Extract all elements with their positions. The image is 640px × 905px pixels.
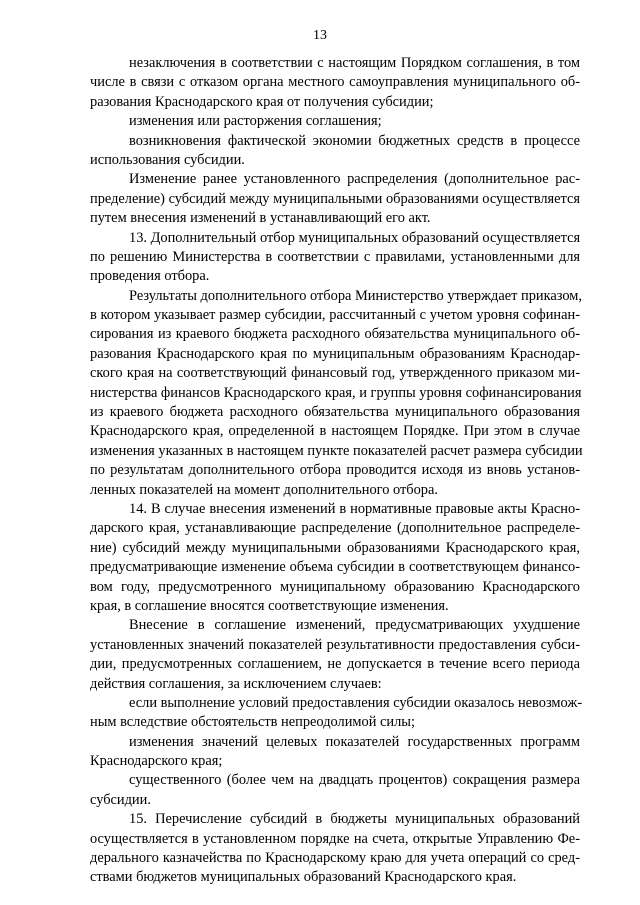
text-line: дии, предусмотренных соглашением, не допускается в течение всего периода — [90, 656, 580, 673]
text-line: изменения значений целевых показателей государственных программ — [129, 733, 580, 750]
text-line: по результатам дополнительного отбора проводится исходя из вновь установ- — [90, 462, 580, 479]
page-number: 13 — [313, 28, 327, 43]
body-text — [90, 54, 583, 888]
text-line: 13. Дополнительный отбор муниципальных образований осуществляется — [129, 229, 581, 246]
text-line: использования субсидии. — [90, 151, 245, 168]
text-line: изменения указанных в настоящем пункте показателей расчет размера субсидии — [90, 442, 583, 459]
text-line: края, в соглашение вносятся соответствующие изменения. — [90, 597, 449, 614]
text-line: осуществляется в установленном порядке на счета, открытые Управлению Фе- — [90, 830, 580, 847]
text-line: возникновения фактической экономии бюджетных средств в процессе — [129, 132, 580, 149]
text-line: числе в связи с отказом органа местного самоуправления муниципального об- — [90, 74, 580, 91]
text-line: 15. Перечисление субсидий в бюджеты муниципальных образований — [129, 811, 580, 828]
text-line: Результаты дополнительного отбора Министерство утверждает приказом, — [129, 287, 583, 304]
text-line: из краевого бюджета расходного обязательства муниципального образования — [90, 404, 580, 421]
text-line: дарского края, устанавливающие распределение (дополнительное распределе- — [90, 520, 580, 537]
text-line: предусматривающие изменение объема субсидии в соответствующем финансо- — [90, 559, 580, 576]
text-line: изменения или расторжения соглашения; — [129, 113, 382, 130]
text-line: нистерства финансов Краснодарского края, и группы уровня софинансирования — [90, 384, 582, 401]
text-line: Изменение ранее установленного распределения (дополнительное рас- — [129, 171, 580, 188]
text-line: ным вследствие обстоятельств непреодолимой силы; — [90, 714, 415, 731]
text-line: разования Краснодарского края по муниципальным образованиям Краснодар- — [90, 345, 580, 362]
text-line: по решению Министерства в соответствии с правилами, установленными для — [90, 248, 580, 265]
text-line: действия соглашения, за исключением случаев: — [90, 675, 382, 692]
text-line: Краснодарского края, определенной в настоящем Порядке. При этом в случае — [90, 423, 580, 440]
text-line: Краснодарского края; — [90, 753, 223, 770]
text-line: разования Краснодарского края от получения субсидии; — [90, 93, 434, 110]
text-line: Внесение в соглашение изменений, предусматривающих ухудшение — [129, 617, 580, 634]
text-line: ского края на соответствующий финансовый год, утвержденного приказом ми- — [90, 365, 580, 382]
text-line: ние) субсидий между муниципальными образованиями Краснодарского края, — [90, 539, 580, 556]
text-line: 14. В случае внесения изменений в нормативные правовые акты Красно- — [129, 500, 580, 517]
text-line: путем внесения изменений в устанавливающий его акт. — [90, 210, 431, 227]
text-line: субсидии. — [90, 791, 151, 808]
text-line: в котором указывает размер субсидии, рассчитанный с учетом уровня софинан- — [90, 307, 580, 324]
text-line: вом году, предусмотренного муниципальному образованию Краснодарского — [90, 578, 580, 595]
text-line: если выполнение условий предоставления субсидии оказалось невозмож- — [129, 694, 583, 711]
text-line: сирования из краевого бюджета расходного обязательства муниципального об- — [90, 326, 580, 343]
text-line: установленных значений показателей результативности предоставления субси- — [90, 636, 580, 653]
text-line: незаключения в соответствии с настоящим Порядком соглашения, в том — [129, 55, 580, 71]
text-line: ствами бюджетов муниципальных образований Краснодарского края. — [90, 869, 517, 886]
text-line: ленных показателей на момент дополнительного отбора. — [90, 481, 438, 498]
text-line: существенного (более чем на двадцать процентов) сокращения размера — [129, 772, 580, 789]
text-line: проведения отбора. — [90, 268, 210, 285]
text-line: пределение) субсидий между муниципальными образованиями осуществляется — [90, 190, 580, 207]
text-line: дерального казначейства по Краснодарскому краю для учета операций со сред- — [90, 850, 580, 867]
